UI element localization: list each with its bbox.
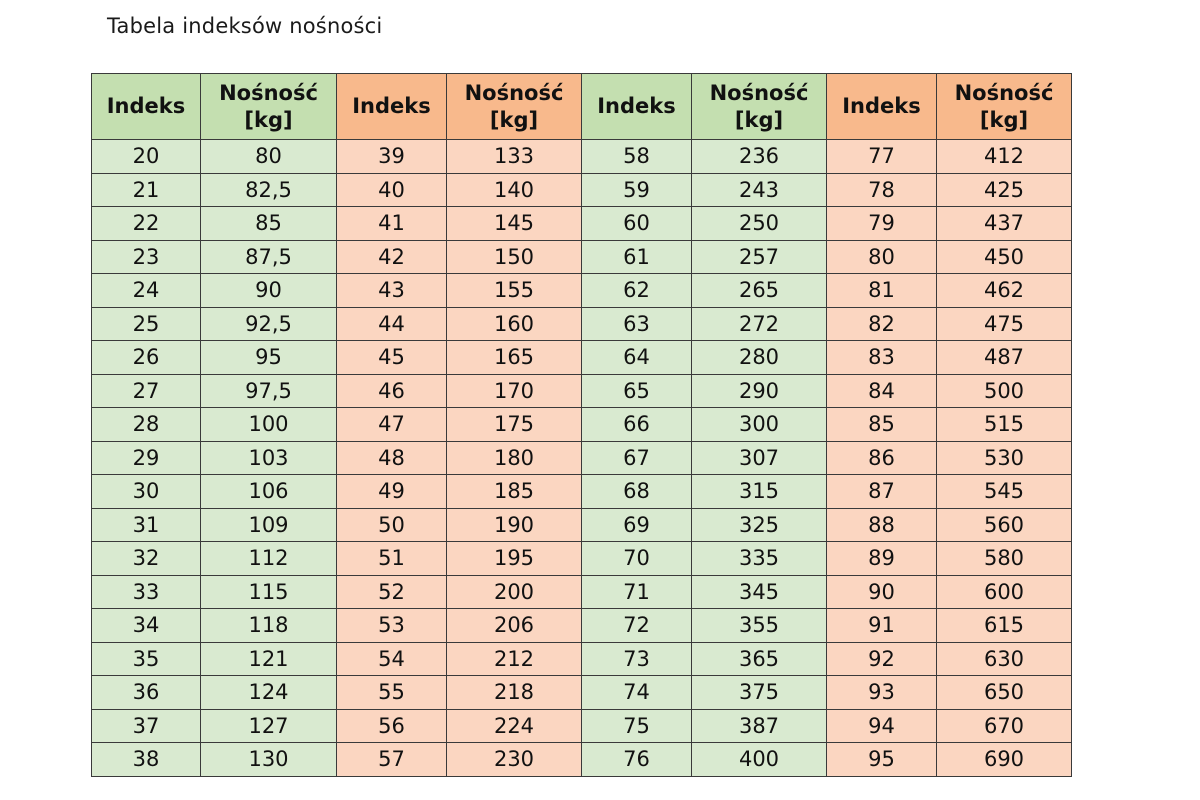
index-cell: 80 — [827, 240, 937, 274]
header-index-2: Indeks — [337, 74, 447, 140]
load-cell: 475 — [937, 307, 1072, 341]
index-cell: 24 — [92, 274, 201, 308]
index-cell: 78 — [827, 173, 937, 207]
index-cell: 85 — [827, 408, 937, 442]
index-cell: 52 — [337, 575, 447, 609]
load-cell: 106 — [201, 475, 337, 509]
index-cell: 66 — [582, 408, 692, 442]
index-cell: 77 — [827, 140, 937, 174]
table-row — [92, 307, 1072, 341]
index-cell: 75 — [582, 709, 692, 743]
load-cell: 115 — [201, 575, 337, 609]
index-cell: 58 — [582, 140, 692, 174]
index-cell: 91 — [827, 609, 937, 643]
load-cell: 670 — [937, 709, 1072, 743]
header-index-4: Indeks — [827, 74, 937, 140]
load-cell: 487 — [937, 341, 1072, 375]
table-header-row — [92, 74, 1072, 140]
load-cell: 325 — [692, 508, 827, 542]
load-cell: 180 — [447, 441, 582, 475]
load-cell: 650 — [937, 676, 1072, 710]
load-cell: 127 — [201, 709, 337, 743]
load-cell: 250 — [692, 207, 827, 241]
index-cell: 57 — [337, 743, 447, 777]
index-cell: 89 — [827, 542, 937, 576]
index-cell: 28 — [92, 408, 201, 442]
load-cell: 195 — [447, 542, 582, 576]
load-cell: 345 — [692, 575, 827, 609]
index-cell: 43 — [337, 274, 447, 308]
load-cell: 462 — [937, 274, 1072, 308]
index-cell: 36 — [92, 676, 201, 710]
index-cell: 81 — [827, 274, 937, 308]
load-cell: 387 — [692, 709, 827, 743]
load-cell: 170 — [447, 374, 582, 408]
index-cell: 47 — [337, 408, 447, 442]
header-index-1: Indeks — [92, 74, 201, 140]
index-cell: 22 — [92, 207, 201, 241]
index-cell: 93 — [827, 676, 937, 710]
load-cell: 130 — [201, 743, 337, 777]
header-index-3: Indeks — [582, 74, 692, 140]
index-cell: 42 — [337, 240, 447, 274]
header-load-1: Nośność [kg] — [201, 74, 337, 140]
load-cell: 450 — [937, 240, 1072, 274]
header-load-2: Nośność [kg] — [447, 74, 582, 140]
load-cell: 560 — [937, 508, 1072, 542]
load-cell: 365 — [692, 642, 827, 676]
load-cell: 185 — [447, 475, 582, 509]
index-cell: 35 — [92, 642, 201, 676]
table-row — [92, 441, 1072, 475]
table-row — [92, 173, 1072, 207]
load-cell: 103 — [201, 441, 337, 475]
index-cell: 53 — [337, 609, 447, 643]
index-cell: 95 — [827, 743, 937, 777]
load-cell: 272 — [692, 307, 827, 341]
index-cell: 23 — [92, 240, 201, 274]
table-row — [92, 140, 1072, 174]
load-cell: 224 — [447, 709, 582, 743]
index-cell: 88 — [827, 508, 937, 542]
index-cell: 45 — [337, 341, 447, 375]
index-cell: 55 — [337, 676, 447, 710]
load-cell: 100 — [201, 408, 337, 442]
load-cell: 243 — [692, 173, 827, 207]
index-cell: 64 — [582, 341, 692, 375]
load-cell: 307 — [692, 441, 827, 475]
load-cell: 80 — [201, 140, 337, 174]
table-row — [92, 207, 1072, 241]
load-cell: 124 — [201, 676, 337, 710]
index-cell: 92 — [827, 642, 937, 676]
index-cell: 56 — [337, 709, 447, 743]
index-cell: 33 — [92, 575, 201, 609]
load-cell: 145 — [447, 207, 582, 241]
load-cell: 87,5 — [201, 240, 337, 274]
index-cell: 79 — [827, 207, 937, 241]
index-cell: 51 — [337, 542, 447, 576]
index-cell: 39 — [337, 140, 447, 174]
load-cell: 92,5 — [201, 307, 337, 341]
index-cell: 84 — [827, 374, 937, 408]
load-cell: 355 — [692, 609, 827, 643]
table-row — [92, 542, 1072, 576]
load-cell: 580 — [937, 542, 1072, 576]
load-cell: 133 — [447, 140, 582, 174]
index-cell: 82 — [827, 307, 937, 341]
load-cell: 236 — [692, 140, 827, 174]
index-cell: 20 — [92, 140, 201, 174]
index-cell: 71 — [582, 575, 692, 609]
header-load-3: Nośność [kg] — [692, 74, 827, 140]
table-row — [92, 642, 1072, 676]
index-cell: 25 — [92, 307, 201, 341]
load-cell: 150 — [447, 240, 582, 274]
load-cell: 530 — [937, 441, 1072, 475]
load-cell: 280 — [692, 341, 827, 375]
load-cell: 95 — [201, 341, 337, 375]
table-row — [92, 341, 1072, 375]
load-cell: 90 — [201, 274, 337, 308]
index-cell: 63 — [582, 307, 692, 341]
load-cell: 200 — [447, 575, 582, 609]
index-cell: 70 — [582, 542, 692, 576]
index-cell: 65 — [582, 374, 692, 408]
index-cell: 44 — [337, 307, 447, 341]
index-cell: 61 — [582, 240, 692, 274]
index-cell: 94 — [827, 709, 937, 743]
table-row — [92, 575, 1072, 609]
load-cell: 160 — [447, 307, 582, 341]
load-cell: 300 — [692, 408, 827, 442]
index-cell: 60 — [582, 207, 692, 241]
load-cell: 412 — [937, 140, 1072, 174]
index-cell: 76 — [582, 743, 692, 777]
load-cell: 335 — [692, 542, 827, 576]
load-cell: 690 — [937, 743, 1072, 777]
index-cell: 46 — [337, 374, 447, 408]
index-cell: 69 — [582, 508, 692, 542]
table-row — [92, 408, 1072, 442]
index-cell: 87 — [827, 475, 937, 509]
load-cell: 545 — [937, 475, 1072, 509]
load-cell: 257 — [692, 240, 827, 274]
index-cell: 41 — [337, 207, 447, 241]
load-cell: 630 — [937, 642, 1072, 676]
index-cell: 68 — [582, 475, 692, 509]
load-cell: 230 — [447, 743, 582, 777]
index-cell: 37 — [92, 709, 201, 743]
table-row — [92, 609, 1072, 643]
index-cell: 34 — [92, 609, 201, 643]
index-cell: 90 — [827, 575, 937, 609]
load-cell: 97,5 — [201, 374, 337, 408]
table-row — [92, 274, 1072, 308]
load-cell: 190 — [447, 508, 582, 542]
load-cell: 437 — [937, 207, 1072, 241]
index-cell: 62 — [582, 274, 692, 308]
table-row — [92, 743, 1072, 777]
index-cell: 50 — [337, 508, 447, 542]
load-cell: 515 — [937, 408, 1072, 442]
index-cell: 59 — [582, 173, 692, 207]
load-cell: 112 — [201, 542, 337, 576]
load-cell: 165 — [447, 341, 582, 375]
load-cell: 82,5 — [201, 173, 337, 207]
load-cell: 206 — [447, 609, 582, 643]
load-cell: 265 — [692, 274, 827, 308]
index-cell: 67 — [582, 441, 692, 475]
header-load-4: Nośność [kg] — [937, 74, 1072, 140]
index-cell: 49 — [337, 475, 447, 509]
load-cell: 600 — [937, 575, 1072, 609]
load-cell: 500 — [937, 374, 1072, 408]
load-cell: 615 — [937, 609, 1072, 643]
load-cell: 375 — [692, 676, 827, 710]
table-body — [92, 140, 1072, 777]
index-cell: 21 — [92, 173, 201, 207]
table-row — [92, 240, 1072, 274]
page-title: Tabela indeksów nośności — [107, 14, 383, 38]
load-cell: 400 — [692, 743, 827, 777]
index-cell: 26 — [92, 341, 201, 375]
index-cell: 86 — [827, 441, 937, 475]
load-cell: 218 — [447, 676, 582, 710]
load-cell: 315 — [692, 475, 827, 509]
table-row — [92, 475, 1072, 509]
load-cell: 212 — [447, 642, 582, 676]
load-cell: 425 — [937, 173, 1072, 207]
index-cell: 54 — [337, 642, 447, 676]
index-cell: 38 — [92, 743, 201, 777]
load-cell: 121 — [201, 642, 337, 676]
index-cell: 27 — [92, 374, 201, 408]
index-cell: 30 — [92, 475, 201, 509]
index-cell: 29 — [92, 441, 201, 475]
load-cell: 155 — [447, 274, 582, 308]
table-row — [92, 709, 1072, 743]
load-cell: 109 — [201, 508, 337, 542]
index-cell: 48 — [337, 441, 447, 475]
index-cell: 72 — [582, 609, 692, 643]
load-cell: 140 — [447, 173, 582, 207]
load-index-table — [91, 73, 1072, 777]
index-cell: 40 — [337, 173, 447, 207]
load-cell: 290 — [692, 374, 827, 408]
index-cell: 31 — [92, 508, 201, 542]
index-cell: 32 — [92, 542, 201, 576]
load-cell: 118 — [201, 609, 337, 643]
load-cell: 85 — [201, 207, 337, 241]
table-row — [92, 508, 1072, 542]
table-row — [92, 374, 1072, 408]
load-cell: 175 — [447, 408, 582, 442]
table-row — [92, 676, 1072, 710]
index-cell: 83 — [827, 341, 937, 375]
index-cell: 73 — [582, 642, 692, 676]
index-cell: 74 — [582, 676, 692, 710]
